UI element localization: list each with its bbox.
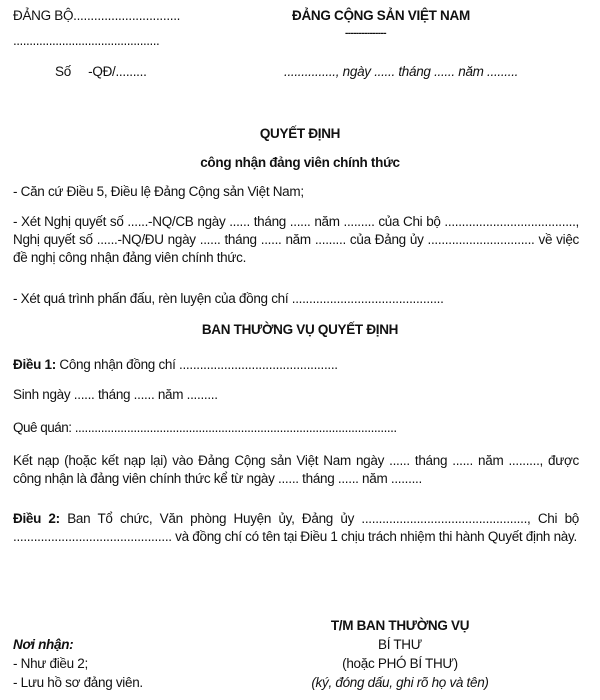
party-name-heading: ĐẢNG CỘNG SẢN VIỆT NAM <box>292 8 470 23</box>
article-2-label: Điều 2: <box>13 511 60 526</box>
signature-alt-title: (hoặc PHÓ BÍ THƯ) <box>342 656 458 671</box>
admission-paragraph: Kết nạp (hoặc kết nạp lại) vào Đảng Cộng sản Việt Nam ngày ...... tháng ...... năm ........., được công nhận là đảng viên chính thức kể từ ngày ...... tháng ...... năm ......... <box>13 453 579 486</box>
place-date-line: ..............., ngày ...... tháng ...... năm ......... <box>284 64 519 79</box>
decision-number: Số -QĐ/......... <box>55 64 147 79</box>
basis-resolutions: - Xét Nghị quyết số ......-NQ/CB ngày ...... tháng ...... năm ......... của Chi bộ ......................................, Nghị quyết số ......-NQ/ĐU ngày ...... tháng ...... năm ......... của Đảng ủy ............................... về việc đề nghị công nhận đảng viên chính thức. <box>13 214 579 265</box>
header-separator: --------------- <box>345 28 386 39</box>
signature-instructions: (ký, đóng dấu, ghi rõ họ và tên) <box>311 675 489 690</box>
article-1-text: Công nhận đồng chí .............................................. <box>55 357 338 372</box>
signature-on-behalf: T/M BAN THƯỜNG VỤ <box>330 618 470 633</box>
article-1 <box>13 356 579 374</box>
basis-performance: - Xét quá trình phấn đấu, rèn luyện của đồng chí ............................................ <box>13 291 444 306</box>
decision-heading: BAN THƯỜNG VỤ QUYẾT ĐỊNH <box>201 322 399 337</box>
basis-charter: - Căn cứ Điều 5, Điều lệ Đảng Cộng sản Việt Nam; <box>13 184 304 199</box>
recipient-item: - Như điều 2; <box>13 656 88 671</box>
article-1-label: Điều 1: <box>13 357 56 372</box>
recipients-label: Nơi nhận: <box>13 637 74 652</box>
hometown-line: Quê quán: ................................................................................................... <box>13 420 397 435</box>
article-2 <box>13 510 579 546</box>
birth-date-line: Sinh ngày ...... tháng ...... năm ......... <box>13 387 218 402</box>
party-committee-name-continued: ............................................. <box>13 33 160 48</box>
document-subtitle: công nhận đảng viên chính thức <box>200 155 400 170</box>
recipient-item: - Lưu hồ sơ đảng viên. <box>13 675 143 690</box>
party-committee-name: ĐẢNG BỘ............................... <box>13 8 181 23</box>
signature-title: BÍ THƯ <box>378 637 422 652</box>
article-2-text: Ban Tổ chức, Văn phòng Huyện ủy, Đảng ủy ................................................, Chi bộ .............................................. và đồng chí có tên tại Điều 1 chịu trách nhiệm thi hành Quyết định này. <box>13 511 579 544</box>
document-title: QUYẾT ĐỊNH <box>259 126 341 141</box>
